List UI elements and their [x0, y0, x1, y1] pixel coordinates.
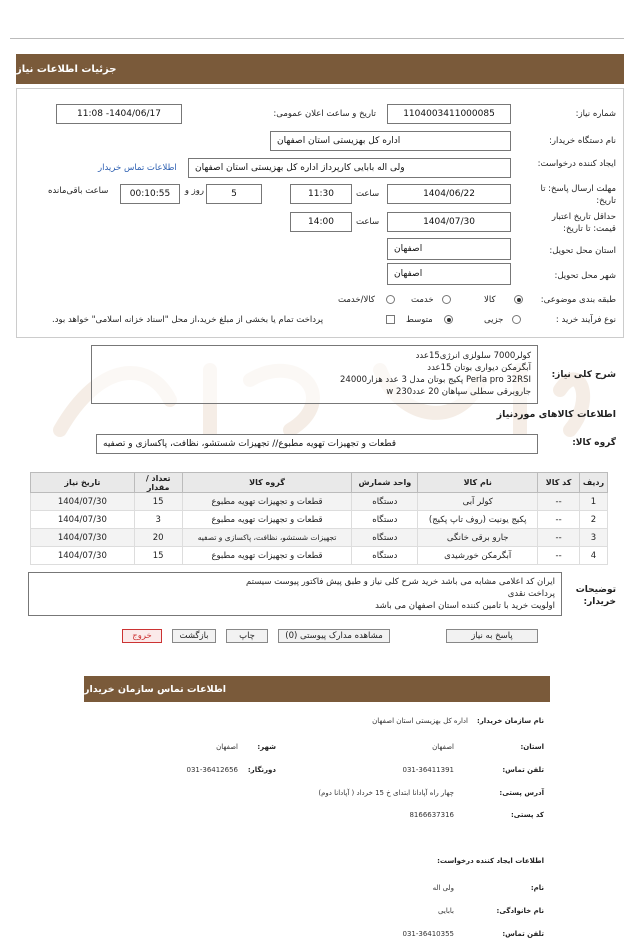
column-header: نام کالا: [418, 473, 538, 493]
cell-idx: 3: [580, 529, 608, 547]
deadline-time-field: 11:30: [290, 184, 352, 204]
address-label: آدرس پستی:: [499, 789, 544, 797]
cell-idx: 1: [580, 493, 608, 511]
column-header: تاریخ نیاز: [31, 473, 135, 493]
buyer-contact-link[interactable]: اطلاعات تماس خریدار: [98, 163, 177, 173]
buyer-note-line: ایران کد اعلامی مشابه می باشد خرید شرح کلی نیاز و طبق پیش فاکتور پیوست سیستم: [245, 577, 555, 587]
creator-field: ولی اله بابایی کارپرداز اداره کل بهزیستی استان اصفهان: [188, 158, 511, 178]
goods-group-label: گروه کالا:: [572, 438, 616, 448]
top-divider: [10, 38, 624, 39]
cell-date: 1404/07/30: [31, 493, 135, 511]
process-label: نوع فرآیند خرید :: [555, 315, 616, 325]
announce-label: تاریخ و ساعت اعلان عمومی:: [273, 109, 376, 119]
table-row: [31, 511, 608, 529]
cell-name: کولر آبی: [418, 493, 538, 511]
category-both-radio[interactable]: [386, 295, 395, 304]
print-button[interactable]: چاپ: [226, 629, 268, 643]
cell-code: --: [538, 547, 580, 565]
table-row: [31, 529, 608, 547]
cell-idx: 2: [580, 511, 608, 529]
need-number-label: شماره نیاز:: [575, 109, 616, 119]
announce-field: 1404/06/17- 11:08: [56, 104, 182, 124]
cell-code: --: [538, 511, 580, 529]
buyer-org-label: نام دستگاه خریدار:: [549, 136, 616, 146]
category-both-label: کالا/خدمت: [338, 295, 375, 305]
view-attachments-button[interactable]: مشاهده مدارک پیوستی (0): [278, 629, 390, 643]
table-header-row: [31, 473, 608, 493]
last-name-label: نام خانوادگی:: [496, 907, 544, 915]
cell-date: 1404/07/30: [31, 511, 135, 529]
validity-time-label: ساعت: [356, 217, 380, 227]
province-label: استان محل تحویل:: [549, 246, 616, 256]
first-name-label: نام:: [530, 884, 544, 892]
buyer-notes-label: توضیحات خریدار:: [575, 585, 616, 607]
cell-qty: 15: [134, 493, 182, 511]
exit-button[interactable]: خروج: [122, 629, 162, 643]
fax-label: دورنگار:: [247, 766, 276, 774]
city-value: اصفهان: [216, 743, 238, 751]
category-service-radio[interactable]: [442, 295, 451, 304]
province-value: اصفهان: [432, 743, 454, 751]
cell-group: تجهیزات شستشو، نظافت، پاکسازی و تصفیه: [182, 529, 352, 547]
address-value: چهار راه آپادانا ابتدای خ 15 خرداد ( آپادانا دوم): [318, 789, 454, 797]
creator-phone-value: 031-36410355: [402, 930, 454, 938]
page-title: جزئیات اطلاعات نیاز: [16, 54, 624, 84]
process-minor-radio[interactable]: [512, 315, 521, 324]
treasury-note: پرداخت تمام یا بخشی از مبلغ خرید،از محل "اسناد خزانه اسلامی" خواهد بود.: [52, 315, 324, 325]
column-header: ردیف: [580, 473, 608, 493]
category-goods-radio[interactable]: [514, 295, 523, 304]
phone-label: تلفن تماس:: [502, 766, 544, 774]
deadline-label: مهلت ارسال پاسخ: تا تاریخ:: [540, 184, 616, 206]
org-label: نام سازمان خریدار:: [476, 717, 544, 725]
goods-group-field: قطعات و تجهیزات تهویه مطبوع// تجهیزات شستشو، نظافت، پاکسازی و تصفیه: [96, 434, 538, 454]
category-service-label: خدمت: [411, 295, 434, 305]
creator-phone-label: تلفن تماس:: [502, 930, 544, 938]
postal-label: کد پستی:: [510, 811, 544, 819]
table-row: [31, 547, 608, 565]
first-name-value: ولی اله: [432, 884, 454, 892]
cell-unit: دستگاه: [352, 511, 418, 529]
validity-date-field: 1404/07/30: [387, 212, 511, 232]
phone-value: 031-36411391: [402, 766, 454, 774]
goods-table: [30, 472, 608, 565]
summary-line: جاروبرقی سطلی سپاهان 20 عدد230 w: [386, 387, 531, 397]
buyer-note-line: اولویت خرید با تامین کننده استان اصفهان می باشد: [375, 601, 555, 611]
last-name-value: بابایی: [438, 907, 454, 915]
days-remaining-field: 5: [206, 184, 262, 204]
validity-label: حداقل تاریخ اعتبار قیمت: تا تاریخ:: [551, 212, 616, 234]
column-header: کد کالا: [538, 473, 580, 493]
process-minor-label: جزیی: [484, 315, 504, 325]
reply-button[interactable]: پاسخ به نیاز: [446, 629, 538, 643]
cell-group: قطعات و تجهیزات تهویه مطبوع: [182, 547, 352, 565]
summary-label: شرح کلی نیاز:: [551, 370, 616, 380]
cell-qty: 3: [134, 511, 182, 529]
province-label: استان:: [520, 743, 544, 751]
summary-line: کولر7000 سلولزی انرژی15عدد: [415, 351, 531, 361]
category-label: طبقه بندی موضوعی:: [540, 295, 616, 305]
validity-time-field: 14:00: [290, 212, 352, 232]
cell-name: آبگرمکن خورشیدی: [418, 547, 538, 565]
cell-date: 1404/07/30: [31, 547, 135, 565]
need-number-field: 1104003411000085: [387, 104, 511, 124]
buyer-note-line: پرداخت نقدی: [507, 589, 555, 599]
summary-line: Perla pro 32RSI پکیج بوتان مدل 3 عدد هزار24000: [340, 375, 531, 385]
treasury-checkbox[interactable]: [386, 315, 395, 324]
column-header: گروه کالا: [182, 473, 352, 493]
cell-name: پکیج یونیت (روف تاپ پکیج): [418, 511, 538, 529]
cell-date: 1404/07/30: [31, 529, 135, 547]
contact-section-title: اطلاعات تماس سازمان خریدار: [84, 676, 550, 702]
city-field: اصفهان: [387, 263, 511, 285]
column-header: تعداد / مقدار: [134, 473, 182, 493]
province-field: اصفهان: [387, 238, 511, 260]
cell-unit: دستگاه: [352, 547, 418, 565]
back-button[interactable]: بازگشت: [172, 629, 216, 643]
cell-group: قطعات و تجهیزات تهویه مطبوع: [182, 493, 352, 511]
cell-unit: دستگاه: [352, 493, 418, 511]
goods-section-title: اطلاعات کالاهای موردنیاز: [496, 409, 616, 420]
cell-code: --: [538, 493, 580, 511]
summary-line: آبگرمکن دیواری بوتان 15عدد: [427, 363, 531, 373]
cell-qty: 20: [134, 529, 182, 547]
time-remaining-field: 00:10:55: [120, 184, 180, 204]
buyer-org-field: اداره کل بهزیستی استان اصفهان: [270, 131, 511, 151]
deadline-date-field: 1404/06/22: [387, 184, 511, 204]
category-goods-label: کالا: [484, 295, 496, 305]
summary-box: [91, 345, 538, 404]
days-label: روز و: [184, 186, 204, 196]
cell-name: جارو برقی خانگی: [418, 529, 538, 547]
deadline-time-label: ساعت: [356, 189, 380, 199]
cell-idx: 4: [580, 547, 608, 565]
cell-group: قطعات و تجهیزات تهویه مطبوع: [182, 511, 352, 529]
city-label: شهر:: [257, 743, 276, 751]
cell-unit: دستگاه: [352, 529, 418, 547]
process-medium-radio[interactable]: [444, 315, 453, 324]
creator-label: ایجاد کننده درخواست:: [537, 159, 616, 169]
city-label: شهر محل تحویل:: [554, 271, 616, 281]
table-row: [31, 493, 608, 511]
creator-info-title: اطلاعات ایجاد کننده درخواست:: [437, 857, 544, 865]
buyer-notes-box: [28, 572, 562, 616]
fax-value: 031-36412656: [186, 766, 238, 774]
column-header: واحد شمارش: [352, 473, 418, 493]
cell-qty: 15: [134, 547, 182, 565]
cell-code: --: [538, 529, 580, 547]
postal-value: 8166637316: [409, 811, 454, 819]
org-value: اداره کل بهزیستی استان اصفهان: [372, 717, 468, 725]
process-medium-label: متوسط: [406, 315, 433, 325]
time-remaining-label: ساعت باقی‌مانده: [48, 186, 109, 196]
